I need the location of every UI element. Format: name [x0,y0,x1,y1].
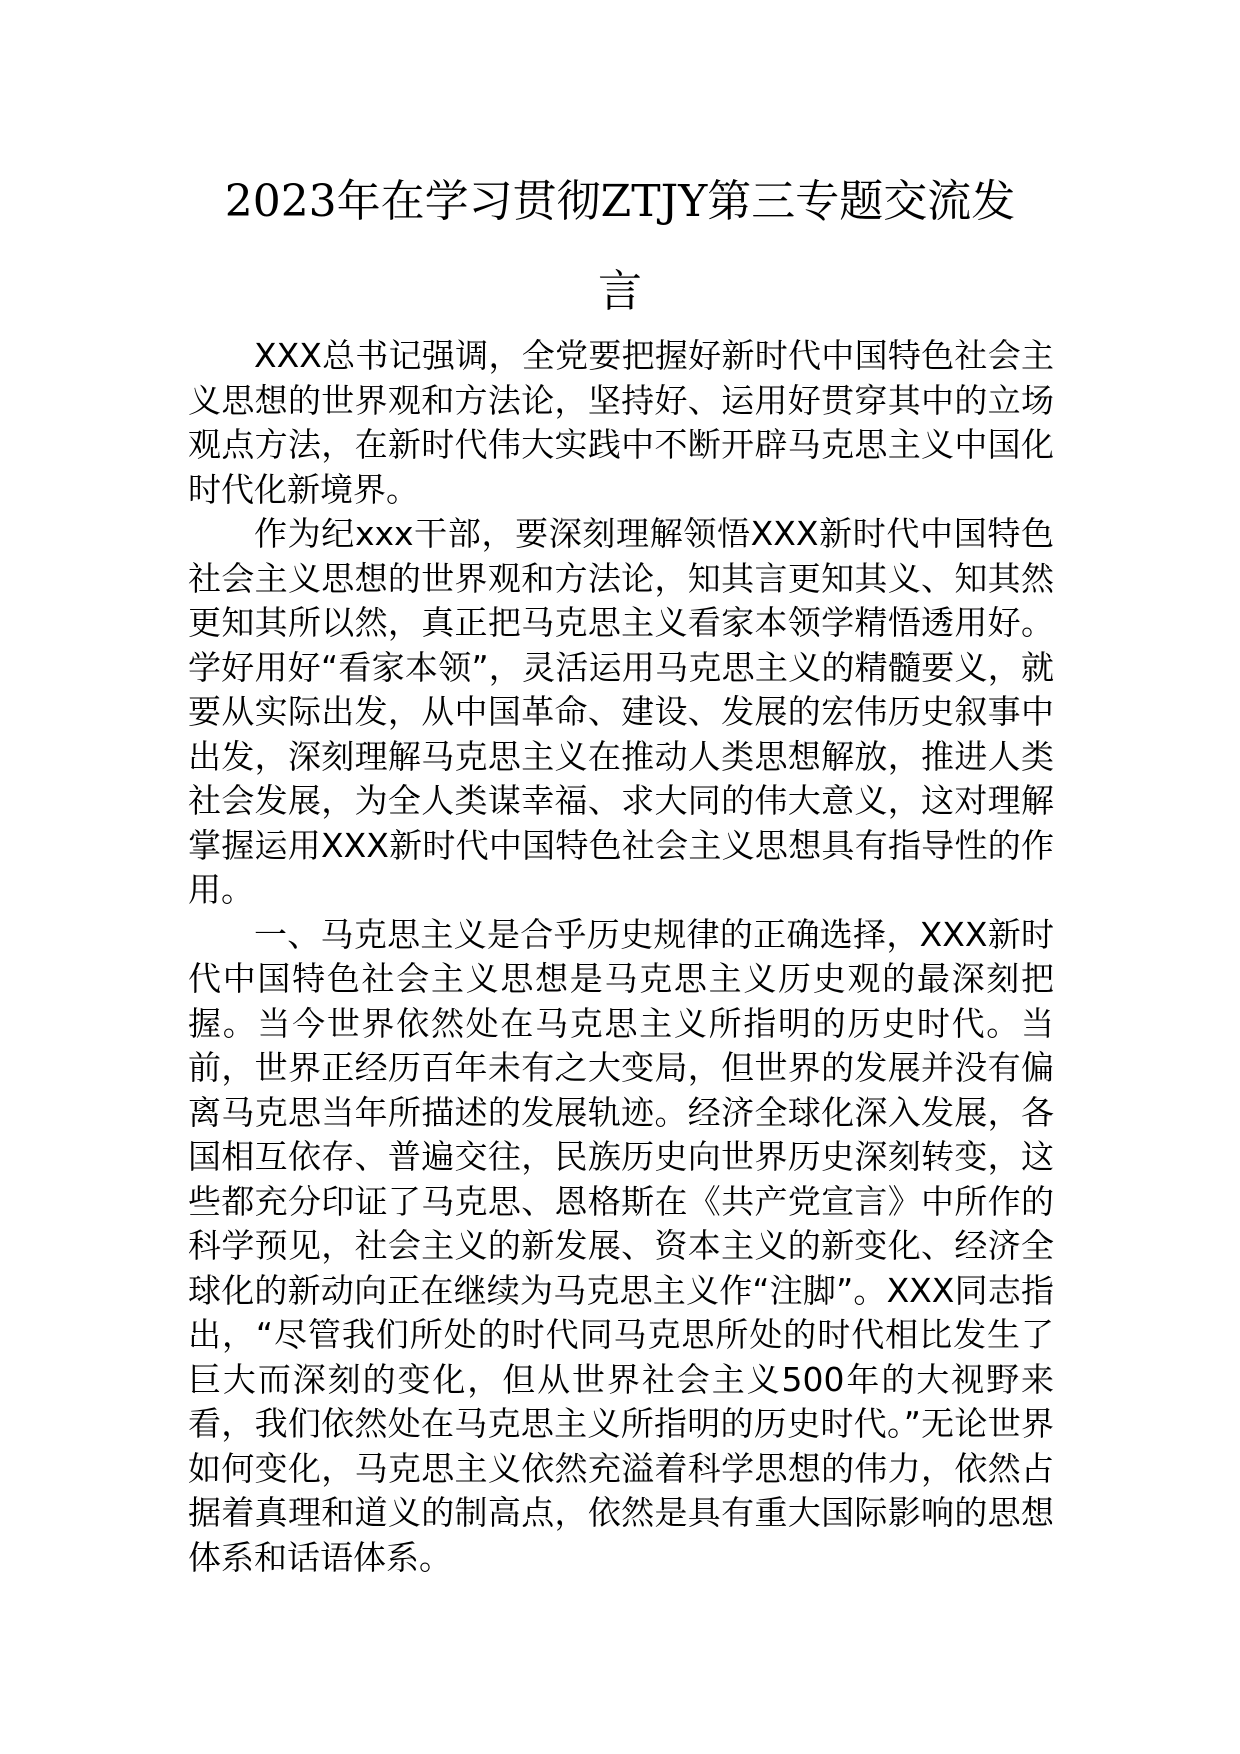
document-title-line-1: 2023年在学习贯彻ZTJY第三专题交流发 [224,176,1016,227]
body-paragraph-2: 作为纪xxx干部，要深刻理解领悟XXX新时代中国特色社会主义思想的世界观和方法论，知其言更知其义、知其然更知其所以然，真正把马克思主义看家本领学精悟透用好。学好用好“看家本领”，灵活运用马克思主义的精髓要义，就要从实际出发，从中国革命、建设、发展的宏伟历史叙事中出发，深刻理解马克思主义在推动人类思想解放，推进人类社会发展，为全人类谋幸福、求大同的伟大意义，这对理解掌握运用XXX新时代中国特色社会主义思想具有指导性的作用。 [188,514,1054,909]
body-paragraph-3: 一、马克思主义是合乎历史规律的正确选择，XXX新时代中国特色社会主义思想是马克思主义历史观的最深刻把握。当今世界依然处在马克思主义所指明的历史时代。当前，世界正经历百年未有之大变局，但世界的发展并没有偏离马克思当年所描述的发展轨迹。经济全球化深入发展，各国相互依存、普遍交往，民族历史向世界历史深刻转变，这些都充分印证了马克思、恩格斯在《共产党宣言》中所作的科学预见，社会主义的新发展、资本主义的新变化、经济全球化的新动向正在继续为马克思主义作“注脚”。XXX同志指出，“尽管我们所处的时代同马克思所处的时代相比发生了巨大而深刻的变化，但从世界社会主义500年的大视野来看，我们依然处在马克思主义所指明的历史时代。”无论世界如何变化，马克思主义依然充溢着科学思想的伟力，依然占据着真理和道义的制高点，依然是具有重大国际影响的思想体系和话语体系。 [188,914,1054,1577]
body-paragraph-1: XXX总书记强调，全党要把握好新时代中国特色社会主义思想的世界观和方法论，坚持好、运用好贯穿其中的立场观点方法，在新时代伟大实践中不断开辟马克思主义中国化时代化新境界。 [188,336,1054,509]
document-title-line-2: 言 [598,266,642,317]
document-body [188,334,1054,1580]
